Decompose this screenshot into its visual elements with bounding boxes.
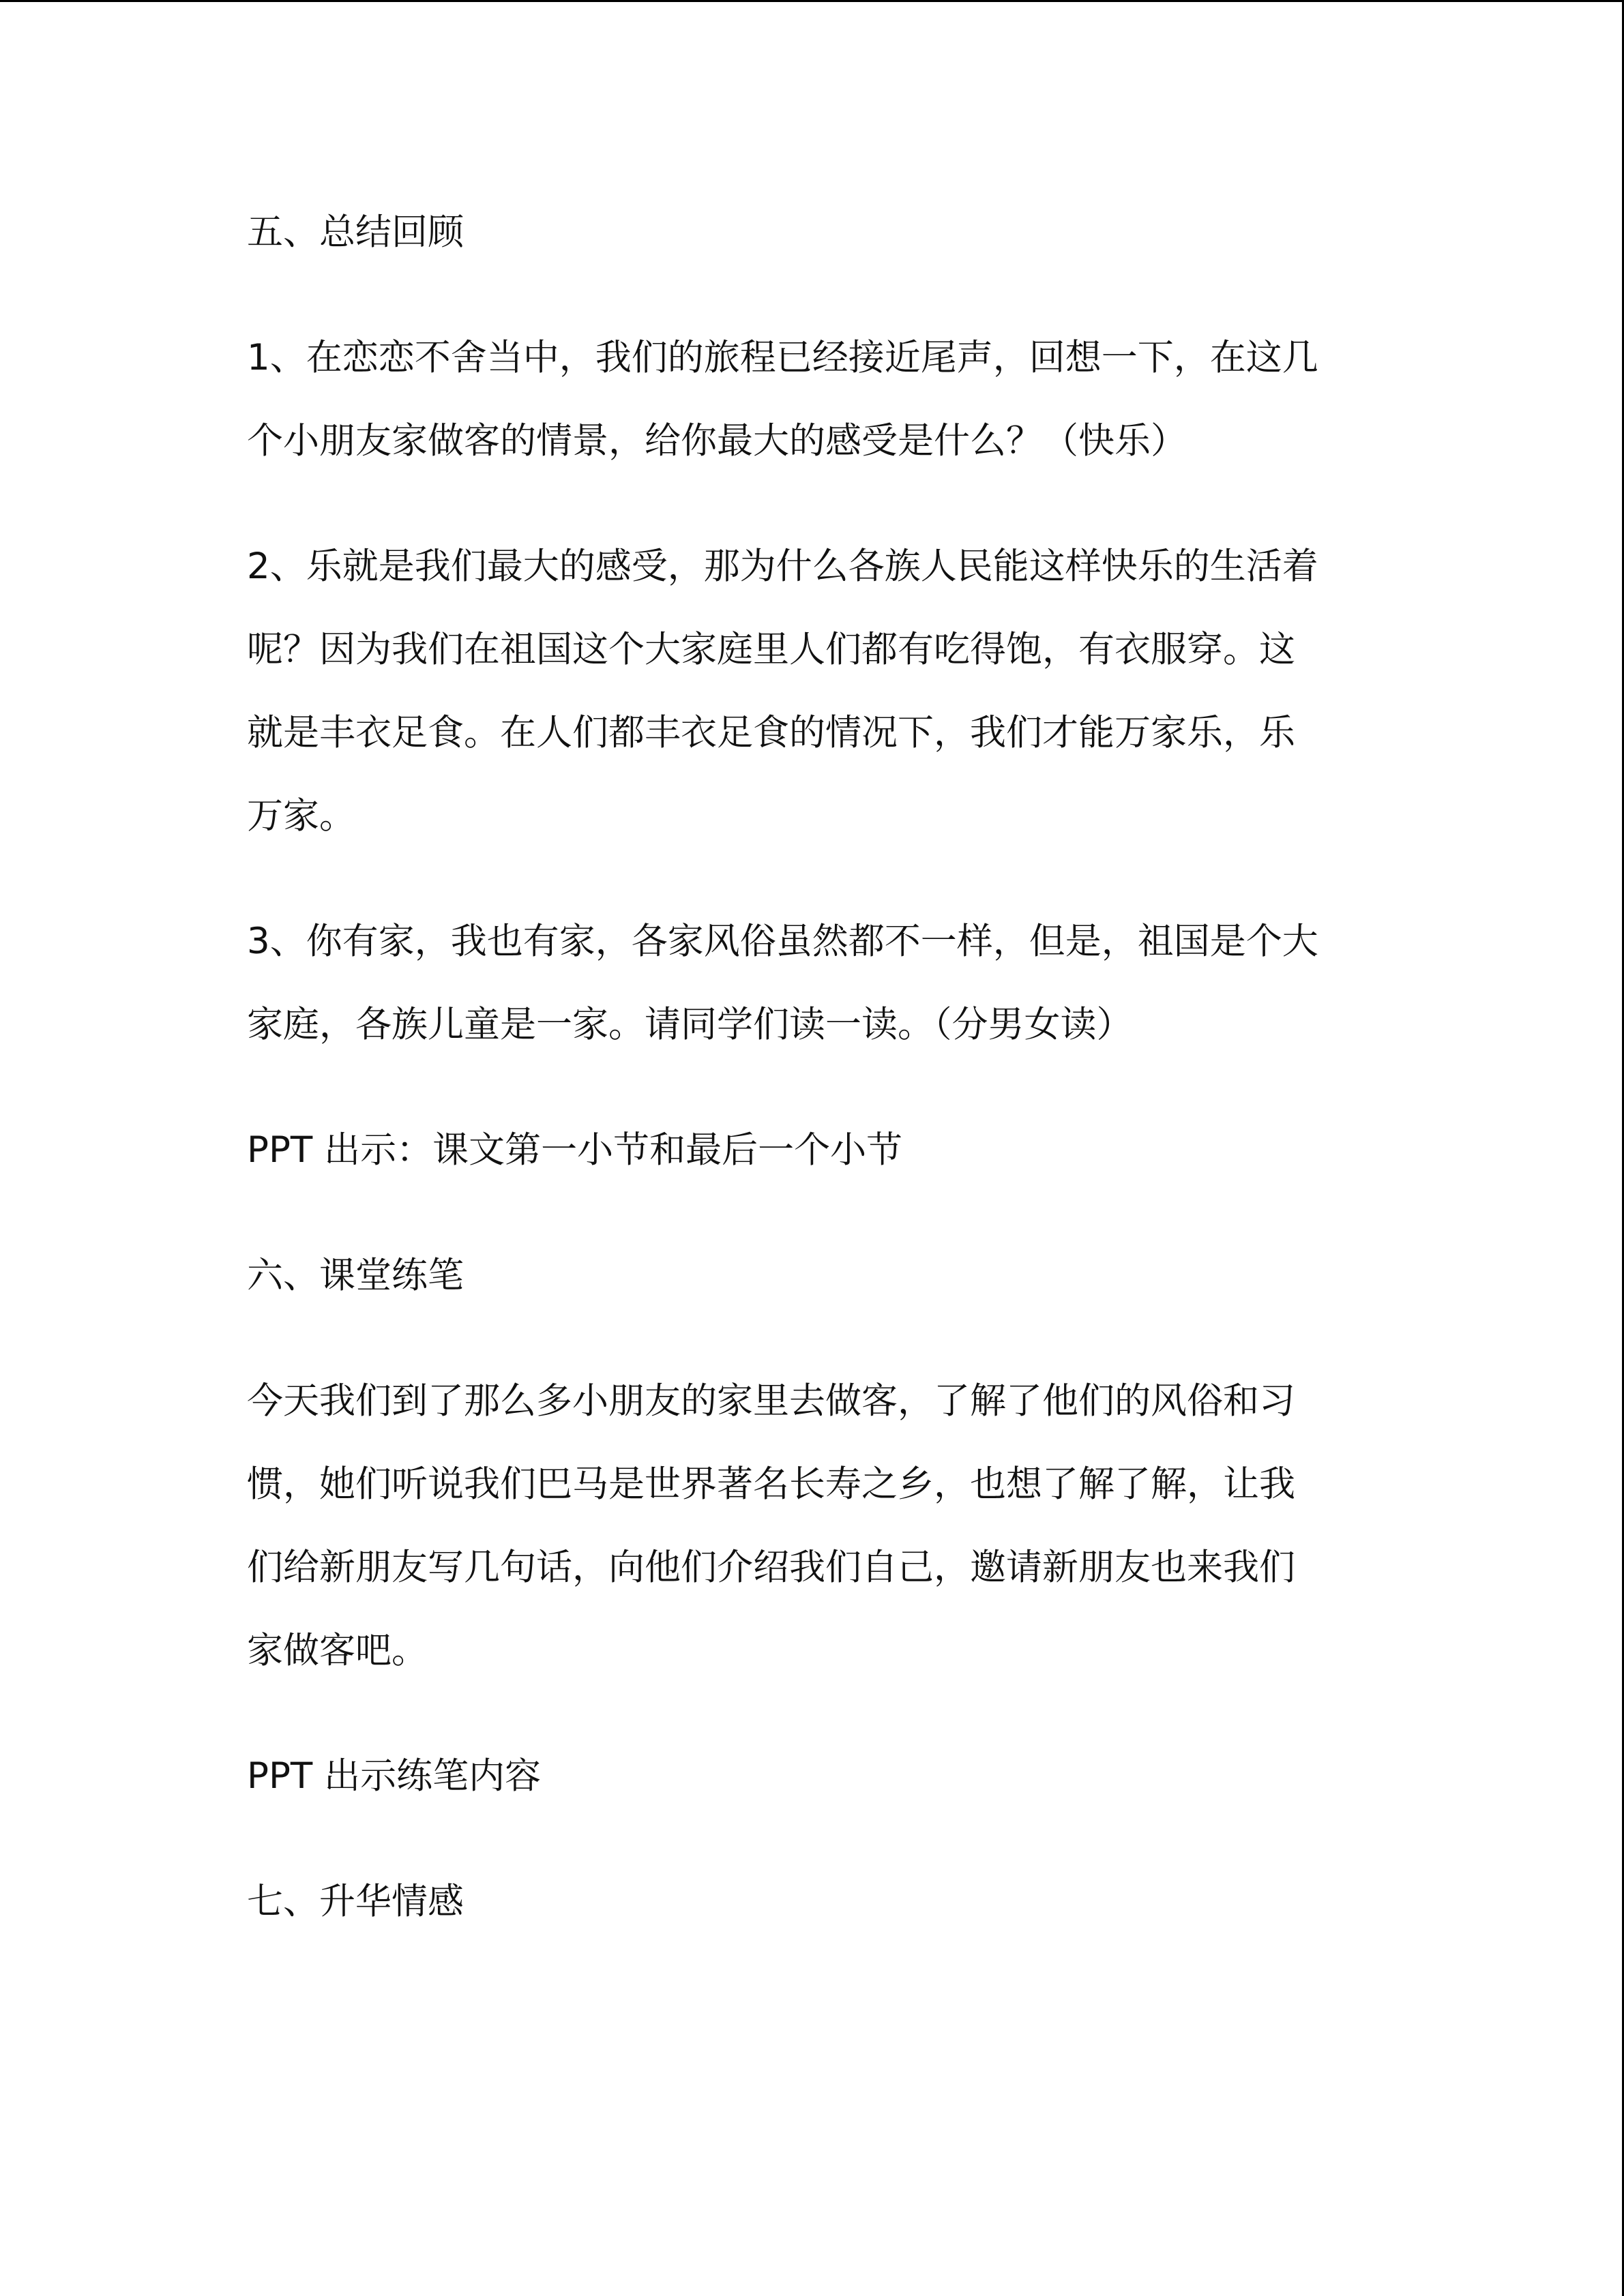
paragraph-line: 惯，她们听说我们巴马是世界著名长寿之乡，也想了解了解，让我 <box>247 1463 1295 1505</box>
paragraph-line: 1、在恋恋不舍当中，我们的旅程已经接近尾声，回想一下，在这几 <box>247 337 1318 378</box>
paragraph-line: 今天我们到了那么多小朋友的家里去做客，了解了他们的风俗和习 <box>247 1380 1295 1422</box>
ppt-note: PPT 出示练笔内容 <box>247 1755 542 1797</box>
paragraph-line: 们给新朋友写几句话，向他们介绍我们自己，邀请新朋友也来我们 <box>247 1547 1295 1588</box>
paragraph-line: 就是丰衣足食。在人们都丰衣足食的情况下，我们才能万家乐，乐 <box>247 712 1295 754</box>
heading-practice: 六、课堂练笔 <box>247 1255 464 1296</box>
heading-emotion: 七、升华情感 <box>247 1881 464 1922</box>
paragraph-line: 3、你有家，我也有家，各家风俗虽然都不一样，但是，祖国是个大 <box>247 921 1318 962</box>
paragraph-line: 个小朋友家做客的情景，给你最大的感受是什么？（快乐） <box>247 420 1187 462</box>
paragraph-line: 家做客吧。 <box>247 1630 428 1671</box>
paragraph-line: 2、乐就是我们最大的感受，那为什么各族人民能这样快乐的生活着 <box>247 546 1318 587</box>
ppt-note: PPT 出示：课文第一小节和最后一个小节 <box>247 1129 903 1171</box>
paragraph-line: 家庭，各族儿童是一家。请同学们读一读。（分男女读） <box>247 1004 1133 1045</box>
paragraph-line: 万家。 <box>247 795 355 837</box>
paragraph-line: 呢？因为我们在祖国这个大家庭里人们都有吃得饱，有衣服穿。这 <box>247 629 1295 670</box>
heading-summary: 五、总结回顾 <box>247 211 464 253</box>
